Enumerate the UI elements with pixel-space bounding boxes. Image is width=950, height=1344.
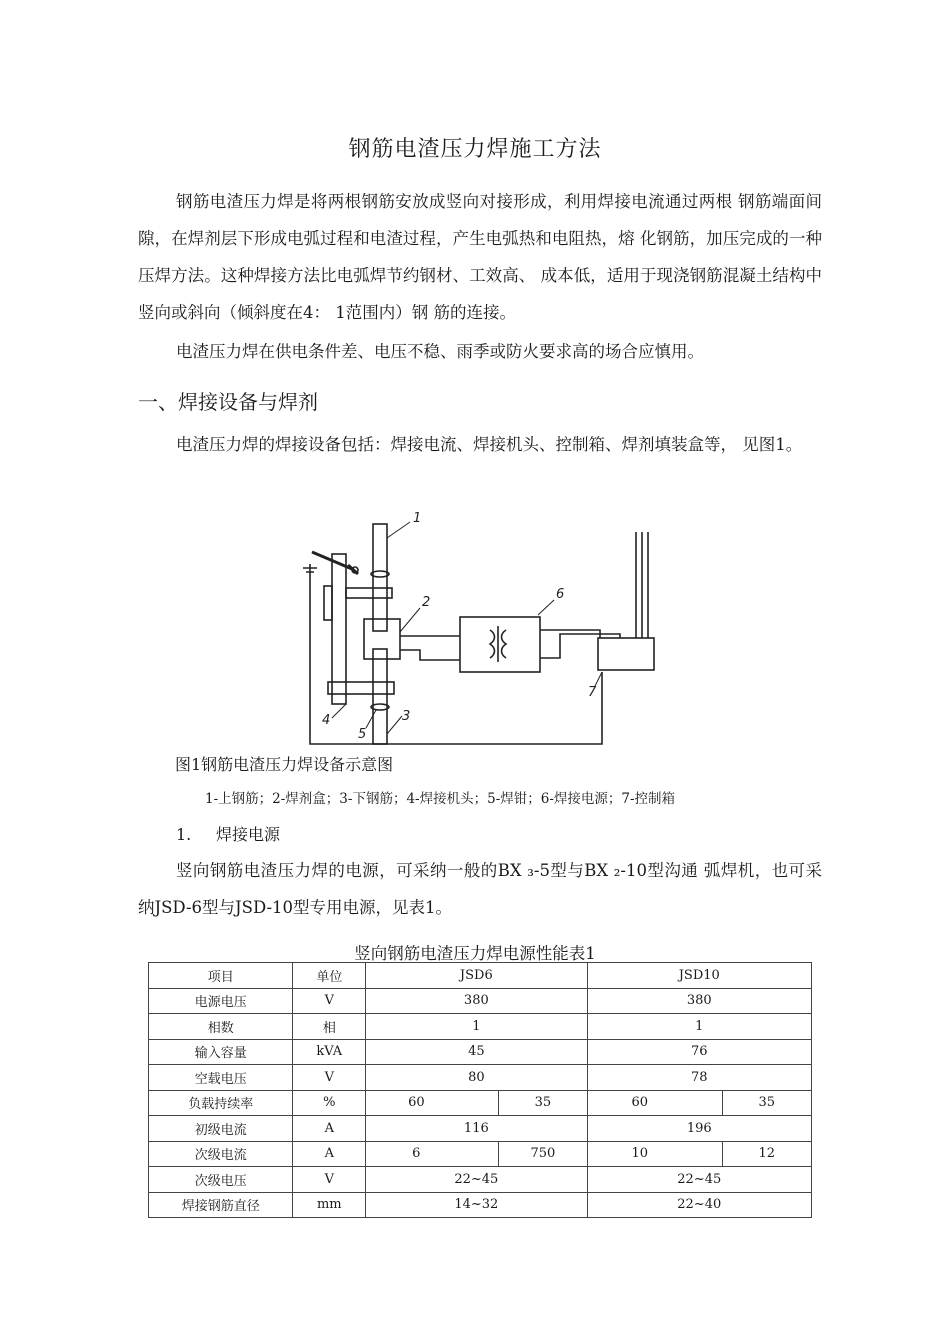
figure-legend: 1-上钢筋；2-焊剂盒；3-下钢筋；4-焊接机头；5-焊钳；6-焊接电源；7-控制箱 [205, 791, 676, 807]
table-row [149, 1167, 812, 1193]
figure-label-7: 7 [588, 685, 597, 700]
cell-jsd10: 196 [587, 1116, 811, 1142]
cell-jsd6: 380 [366, 988, 587, 1014]
cell-jsd10-b: 12 [722, 1141, 811, 1167]
welding-equipment-diagram [250, 512, 670, 752]
table-title: 竖向钢筋电渣压力焊电源性能表1 [354, 944, 596, 963]
table-header-row [149, 963, 812, 989]
row-item: 负载持续率 [149, 1090, 293, 1116]
row-unit: A [293, 1141, 366, 1167]
cell-jsd6-b: 35 [499, 1090, 587, 1116]
cell-jsd10-a: 60 [587, 1090, 722, 1116]
lower-rebar [373, 649, 387, 744]
cell-jsd6: 80 [366, 1065, 587, 1091]
row-item: 相数 [149, 1014, 293, 1040]
table-row [149, 1014, 812, 1040]
power-performance-table [148, 962, 812, 1218]
circuit-wire [310, 582, 602, 744]
header-cell: 单位 [293, 963, 366, 989]
flux-box [364, 619, 400, 659]
table-row [149, 1065, 812, 1091]
cell-jsd6: 1 [366, 1014, 587, 1040]
header-cell: JSD6 [366, 963, 587, 989]
cell-jsd10: 76 [587, 1039, 811, 1065]
row-unit: V [293, 988, 366, 1014]
equipment-paragraph: 电渣压力焊的焊接设备包括：焊接电流、焊接机头、控制箱、焊剂填装盒等， 见图1。 [176, 435, 803, 454]
intro-paragraph-1: 钢筋电渣压力焊是将两根钢筋安放成竖向对接形成，利用焊接电流通过两根 钢筋端面间隙，在焊剂层下形成电弧过程和电渣过程，产生电弧热和电阻热，熔 化钢筋，加压完成的一种压焊方法。这种焊接方法比电弧焊节约钢材、工效高、 成本低，适用于现浇钢筋混凝土结构中竖向或斜向（倾斜度在4： 1范围内）钢 筋的连接。 [138, 192, 822, 322]
cell-jsd6: 14~32 [366, 1192, 587, 1218]
intro-paragraph-2: 电渣压力焊在供电条件差、电压不稳、雨季或防火要求高的场合应慎用。 [176, 342, 704, 361]
welding-power-box [460, 617, 540, 672]
figure-label-4: 4 [322, 713, 331, 728]
cell-jsd6: 45 [366, 1039, 587, 1065]
cell-jsd10-a: 10 [587, 1141, 722, 1167]
row-unit: 相 [293, 1014, 366, 1040]
table-row [149, 1192, 812, 1218]
row-item: 输入容量 [149, 1039, 293, 1065]
row-item: 电源电压 [149, 988, 293, 1014]
cell-jsd10: 22~45 [587, 1167, 811, 1193]
cell-jsd6-b: 750 [499, 1141, 587, 1167]
cell-jsd10: 78 [587, 1065, 811, 1091]
table-row [149, 1116, 812, 1142]
cell-jsd10: 380 [587, 988, 811, 1014]
row-item: 次级电压 [149, 1167, 293, 1193]
row-unit: mm [293, 1192, 366, 1218]
cell-jsd10: 1 [587, 1014, 811, 1040]
row-item: 次级电流 [149, 1141, 293, 1167]
cell-jsd6-a: 6 [366, 1141, 499, 1167]
subsection-heading [176, 822, 280, 845]
control-box [598, 638, 654, 670]
page-title: 钢筋电渣压力焊施工方法 [348, 137, 602, 162]
figure-label-5: 5 [358, 727, 367, 742]
lever-handle [312, 552, 358, 574]
section-heading-equipment: 一、焊接设备与焊剂 [138, 390, 318, 414]
table-row [149, 1090, 812, 1116]
power-source-paragraph: 竖向钢筋电渣压力焊的电源，可采纳一般的BX ₃-5型与BX ₂-10型沟通 弧焊机，也可采纳JSD-6型与JSD-10型专用电源，见表1。 [138, 861, 822, 917]
cell-jsd6: 22~45 [366, 1167, 587, 1193]
figure-label-2: 2 [422, 595, 431, 610]
table-row [149, 1141, 812, 1167]
figure-caption: 图1钢筋电渣压力焊设备示意图 [175, 755, 394, 774]
cell-jsd10-b: 35 [722, 1090, 811, 1116]
figure-label-1: 1 [413, 512, 422, 526]
row-item: 空载电压 [149, 1065, 293, 1091]
subsection-number: 1. [176, 825, 192, 844]
table-row [149, 1039, 812, 1065]
cell-jsd6: 116 [366, 1116, 587, 1142]
figure-label-6: 6 [556, 587, 565, 602]
row-item: 焊接钢筋直径 [149, 1192, 293, 1218]
header-cell: 项目 [149, 963, 293, 989]
table-row [149, 988, 812, 1014]
row-unit: V [293, 1065, 366, 1091]
row-unit: V [293, 1167, 366, 1193]
cell-jsd6-a: 60 [366, 1090, 499, 1116]
cell-jsd10: 22~40 [587, 1192, 811, 1218]
row-unit: % [293, 1090, 366, 1116]
figure-label-3: 3 [402, 709, 411, 724]
row-unit: kVA [293, 1039, 366, 1065]
row-item: 初级电流 [149, 1116, 293, 1142]
header-cell: JSD10 [587, 963, 811, 989]
row-unit: A [293, 1116, 366, 1142]
subsection-title: 焊接电源 [216, 825, 281, 844]
